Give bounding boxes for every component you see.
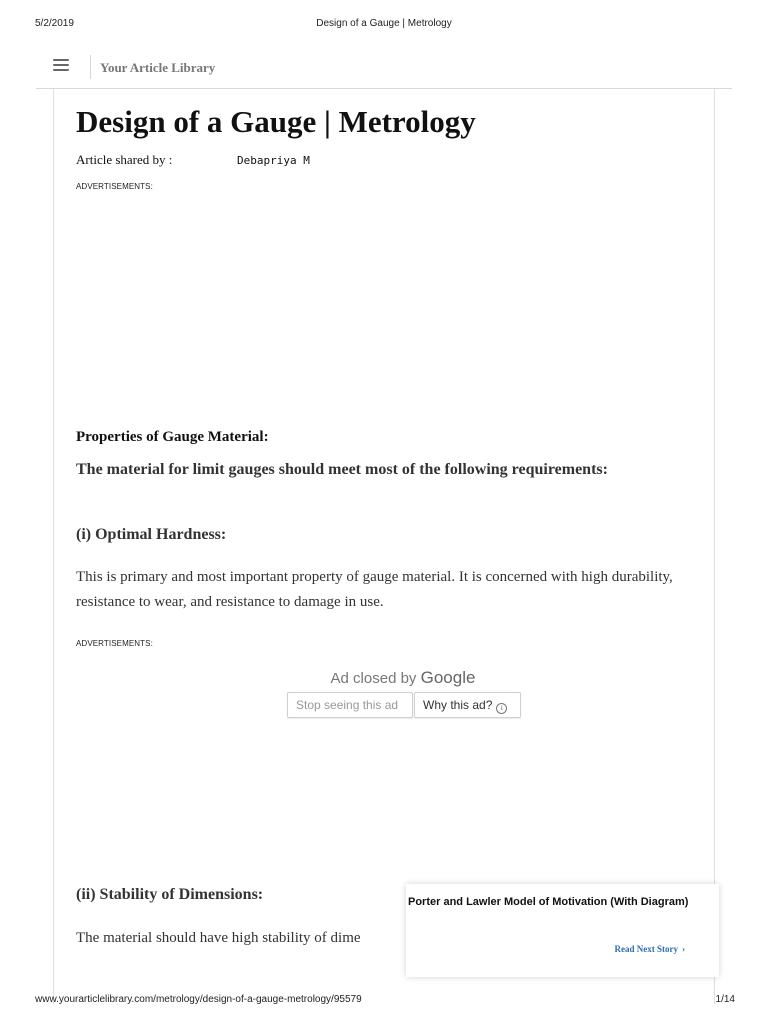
why-this-ad-label: Why this ad? [423,698,493,712]
print-doc-title: Design of a Gauge | Metrology [316,18,452,29]
print-date: 5/2/2019 [35,18,74,29]
section-heading: Properties of Gauge Material: [76,429,269,445]
site-brand-link[interactable]: Your Article Library [100,60,216,75]
brand-divider [90,55,91,79]
paragraph-stability: The material should have high stability of dime [76,930,361,946]
print-header [0,16,768,32]
ad-closed-notice [0,668,768,688]
paragraph-optimal-hardness: This is primary and most important property of gauge material. It is concerned with high durability, resistance to wear, and resistance to damage in use. [76,569,673,610]
site-header [36,50,732,89]
read-next-story-link[interactable] [615,944,686,954]
subheading-stability: (ii) Stability of Dimensions: [76,886,264,903]
shared-by-label: Article shared by : [76,152,173,167]
why-this-ad-button[interactable] [414,692,521,718]
stop-seeing-ad-label: Stop seeing this ad [296,698,399,712]
ad-closed-text: Ad closed by [330,670,417,687]
print-url: www.yourarticlelibrary.com/metrology/design-of-a-gauge-metrology/95579 [35,994,362,1005]
google-wordmark: Google [420,668,476,687]
print-footer [0,994,768,1008]
read-next-story-label: Read Next Story [614,944,678,954]
advertisement-label: ADVERTISEMENTS: [76,182,153,191]
subheading-optimal-hardness: (i) Optimal Hardness: [76,526,227,543]
author-name[interactable]: Debapriya M [237,154,310,167]
lead-paragraph: The material for limit gauges should meet most of the following requirements: [76,461,608,478]
chevron-right-icon: › [682,944,685,954]
advertisement-label: ADVERTISEMENTS: [76,639,153,648]
read-next-story-card[interactable] [406,884,719,977]
next-story-title[interactable]: Porter and Lawler Model of Motivation (With Diagram) [408,896,689,908]
article-frame [53,89,715,1004]
hamburger-menu-icon[interactable] [53,59,69,73]
article-title: Design of a Gauge | Metrology [76,104,476,139]
info-icon: i [496,703,507,714]
print-page-count: 1/14 [715,994,735,1005]
stop-seeing-ad-button[interactable] [287,692,413,718]
